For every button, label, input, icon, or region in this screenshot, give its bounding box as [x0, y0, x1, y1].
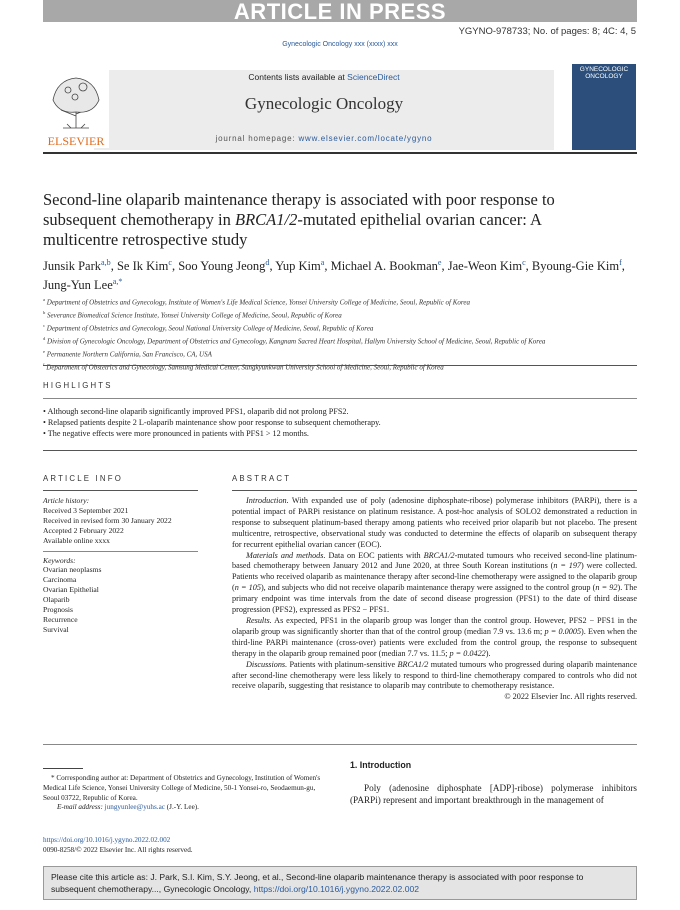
author-affiliation-marker[interactable]: a,b	[101, 258, 111, 267]
keyword-item: Recurrence	[43, 614, 78, 624]
footnote-text: * Corresponding author at: Department of Obstetrics and Gynecology, Institution of Women's Medical Life Science, Yonsei University College of Medicine, 50-1 Yonsei-ro, Seodaemun-gu, Seoul 03722, Republic of Korea.	[43, 774, 321, 802]
corresponding-author-footnote	[43, 774, 323, 813]
highlight-item: • Although second-line olaparib significantly improved PFS1, olaparib did not prolong PFS2.	[43, 406, 637, 417]
abstract-copyright: © 2022 Elsevier Inc. All rights reserved.	[504, 692, 637, 702]
highlights-sub-rule	[43, 398, 637, 399]
author-name[interactable]: Michael A. Bookman	[330, 259, 438, 274]
author-name[interactable]: Junsik Park	[43, 259, 101, 274]
affiliation-key: a	[43, 297, 46, 302]
introduction-heading: 1. Introduction	[350, 760, 412, 770]
affiliation-key: c	[43, 322, 46, 328]
doi-block	[43, 836, 343, 856]
author-name[interactable]: Yup Kim	[275, 259, 321, 274]
highlight-item: • Relapsed patients despite 2 L-olaparib maintenance show poor response to subsequent chemotherapy.	[43, 417, 637, 428]
history-list	[43, 506, 198, 546]
history-label: Article history:	[43, 496, 90, 505]
keyword-item: Ovarian Epithelial	[43, 585, 99, 595]
sciencedirect-link[interactable]: ScienceDirect	[347, 72, 400, 82]
keyword-item: Survival	[43, 624, 69, 634]
author-name[interactable]: Se Ik Kim	[116, 259, 169, 274]
author-affiliation-marker[interactable]: f	[619, 258, 622, 267]
affiliation-text: Severance Biomedical Science Institute, Yonsei University College of Medicine, Seoul, Republic of Korea	[45, 311, 342, 320]
abstract-body	[232, 496, 637, 703]
highlights-bottom-rule	[43, 450, 637, 451]
article-title	[43, 190, 563, 250]
article-info-rule	[43, 490, 198, 491]
abstract-bottom-rule	[43, 744, 637, 745]
keywords-rule	[43, 551, 198, 552]
email-label: E-mail address:	[57, 803, 103, 812]
affiliation-item	[43, 347, 637, 360]
author-affiliation-marker[interactable]: e	[437, 258, 442, 267]
keyword-item: Prognosis	[43, 605, 73, 615]
masthead-divider	[43, 152, 637, 154]
homepage-link[interactable]: www.elsevier.com/locate/ygyno	[298, 134, 433, 143]
affiliation-list	[43, 295, 637, 373]
author-affiliation-marker[interactable]: a	[320, 258, 325, 267]
history-item: Available online xxxx	[43, 535, 110, 545]
abstract-discussion: Discussions. Patients with platinum-sensitive BRCA1/2 mutated tumours who progressed during olaparib maintenance after second-line chemotherapy were less likely to respond to third-line chemotherapy compared to controls who did not receive olaparib, suggesting that resistance to olaparib may contribute to chemotherapy resistance.	[232, 659, 637, 691]
keyword-item: Ovarian neoplasms	[43, 565, 102, 575]
author-name[interactable]: Jae-Weon Kim	[447, 259, 523, 274]
affiliation-key: b	[43, 309, 46, 315]
author-name[interactable]: Byoung-Gie Kim	[531, 259, 620, 274]
affiliation-text: Permanente Northern California, San Francisco, CA, USA	[45, 350, 212, 359]
doi-link[interactable]: https://doi.org/10.1016/j.ygyno.2022.02.002	[43, 836, 171, 844]
affiliation-key: f	[43, 361, 45, 367]
keyword-item: Carcinoma	[43, 575, 77, 585]
journal-title: Gynecologic Oncology	[244, 94, 404, 113]
journal-reference[interactable]: Gynecologic Oncology xxx (xxxx) xxx	[282, 41, 398, 48]
abstract-methods: Materials and methods. Data on EOC patients with BRCA1/2-mutated tumours who received second-line platinum-based chemotherapy between January 2012 and June 2020, at three South Korean institutions (n = 197) were collected. Patients who received olaparib as maintenance therapy after second-line chemotherapy were assigned to the olaparib group (n = 105), and subjects who did not receive olaparib maintenance therapy were assigned to the control group (n = 92). The primary endpoint was time intervals from the date of second disease progression (PFS1) to the date of third disease progression (PFS2), expressed as PFS2 − PFS1.	[232, 550, 637, 615]
issn-line: 0090-8258/© 2022 Elsevier Inc. All rights reserved.	[43, 845, 193, 854]
abstract-rule	[232, 490, 637, 491]
article-info-panel	[43, 496, 198, 635]
affiliation-item	[43, 308, 637, 321]
citation-box	[43, 866, 637, 900]
article-ref-code: YGYNO-978733; No. of pages: 8; 4C: 4, 5	[458, 26, 636, 37]
affiliation-key: d	[43, 335, 46, 341]
keywords-label: Keywords:	[43, 555, 76, 565]
homepage-prefix: journal homepage:	[215, 134, 299, 143]
author-affiliation-marker[interactable]: c	[522, 258, 526, 267]
journal-cover-title: GYNECOLOGIC ONCOLOGY	[579, 66, 629, 80]
article-info-heading: ARTICLE INFO	[43, 474, 123, 483]
affiliation-text: Department of Obstetrics and Gynecology, Seoul National University College of Medicine, Seoul, Republic of Korea	[45, 324, 374, 333]
contents-prefix: Contents lists available at	[248, 72, 348, 82]
history-item: Received in revised form 30 January 2022	[43, 515, 172, 525]
author-list: Junsik Park$^{a,b}$, Se Ik Kim$^c$, Soo Young Jeong$^d$, Yup Kim$^a$, Michael A. Bookman$^e$, Jae-Weon Kim$^c$, Byoung-Gie Kim$^f$, Jung-Yun Lee$^{a,*}$	[43, 258, 625, 293]
affiliation-item	[43, 321, 637, 334]
title-gene: BRCA1/2	[235, 210, 298, 229]
affiliation-text: Division of Gynecologic Oncology, Department of Obstetrics and Gynecology, Kangnam Sacred Heart Hospital, Hallym University School of Medicine, Seoul, Republic of Korea	[45, 337, 546, 346]
abstract-results: Results. As expected, PFS1 in the olaparib group was longer than the control group. However, PFS2 − PFS1 in the olaparib group was significantly shorter than that of the control group (median 7.9 vs. 13.6 m; p = 0.0005). Even when the third-line PARPi maintenance (cross-over) patients were excluded from the control group, the response to subsequent therapy in the olaparib group remained poor (median 7.7 vs. 11.5; p = 0.0422).	[232, 615, 638, 658]
email-link[interactable]: jungyunlee@yuhs.ac	[104, 803, 165, 812]
author-affiliation-marker[interactable]: d	[265, 258, 270, 267]
keyword-item: Olaparib	[43, 595, 70, 605]
author-affiliation-marker[interactable]: a,*	[112, 277, 123, 287]
email-suffix: (J.-Y. Lee).	[164, 803, 199, 812]
citation-doi-link[interactable]: https://doi.org/10.1016/j.ygyno.2022.02.002	[253, 884, 420, 894]
highlights-heading: HIGHLIGHTS	[43, 381, 113, 390]
elsevier-wordmark: ELSEVIER	[47, 134, 105, 148]
highlight-item: • The negative effects were more pronounced in patients with PFS1 > 12 months.	[43, 428, 637, 439]
history-item: Received 3 September 2021	[43, 505, 129, 515]
journal-homepage	[94, 134, 554, 143]
affiliation-key: e	[43, 348, 46, 354]
author-affiliation-marker[interactable]: c	[168, 258, 172, 267]
history-item: Accepted 2 February 2022	[43, 525, 124, 535]
highlights-top-rule	[43, 365, 637, 366]
affiliation-item	[43, 360, 637, 373]
affiliation-text: Department of Obstetrics and Gynecology, Institute of Women's Life Medical Science, Yonsei University College of Medicine, Seoul, Republic of Korea	[45, 298, 470, 307]
keywords-list	[43, 565, 198, 634]
article-in-press-banner: ARTICLE IN PRESS	[43, 0, 637, 22]
contents-available	[94, 72, 554, 82]
author-name[interactable]: Soo Young Jeong	[178, 259, 266, 274]
footnote-email-line	[43, 803, 323, 813]
title-part2: -mutated epithelial ovarian cancer: A multicentre retrospective study	[43, 210, 542, 249]
citation-text: Please cite this article as: J. Park, S.I. Kim, S.Y. Jeong, et al., Second-line olaparib maintenance therapy is associated with poor response to subsequent chemotherapy..., Gynecologic Oncology,	[51, 872, 584, 894]
footnote-rule	[43, 768, 83, 769]
introduction-text: Poly (adenosine diphosphate [ADP]-ribose) polymerase inhibitors (PARPi) represent and important breakthrough in the management of	[350, 783, 637, 805]
abstract-introduction: Introduction. With expanded use of poly (adenosine diphosphate-ribose) polymerase inhibitors (PARPi), there is a potential impact of PARPi resistance on platinum resistance. A post-hoc analysis of SOLO2 demonstrated a reduction in response to subsequent platinum-based therapy among patients who received prior olaparib but not placebo. The present multicentre, retrospective, observational study was conducted to determine the effects of olaparib on subsequent therapy for recurrent epithelial ovarian cancer (EOC).	[232, 496, 637, 549]
abstract-heading: ABSTRACT	[232, 474, 292, 483]
author-name[interactable]: Jung-Yun Lee	[43, 278, 113, 293]
title-part1: Second-line olaparib maintenance therapy is associated with poor response to subsequent chemotherapy in	[43, 190, 555, 229]
affiliation-text: Department of Obstetrics and Gynecology, Samsung Medical Center, Sungkyunkwan University School of Medicine, Seoul, Republic of Korea	[44, 362, 444, 371]
highlights-list	[43, 406, 637, 439]
affiliation-item	[43, 334, 637, 347]
affiliation-item	[43, 295, 637, 308]
